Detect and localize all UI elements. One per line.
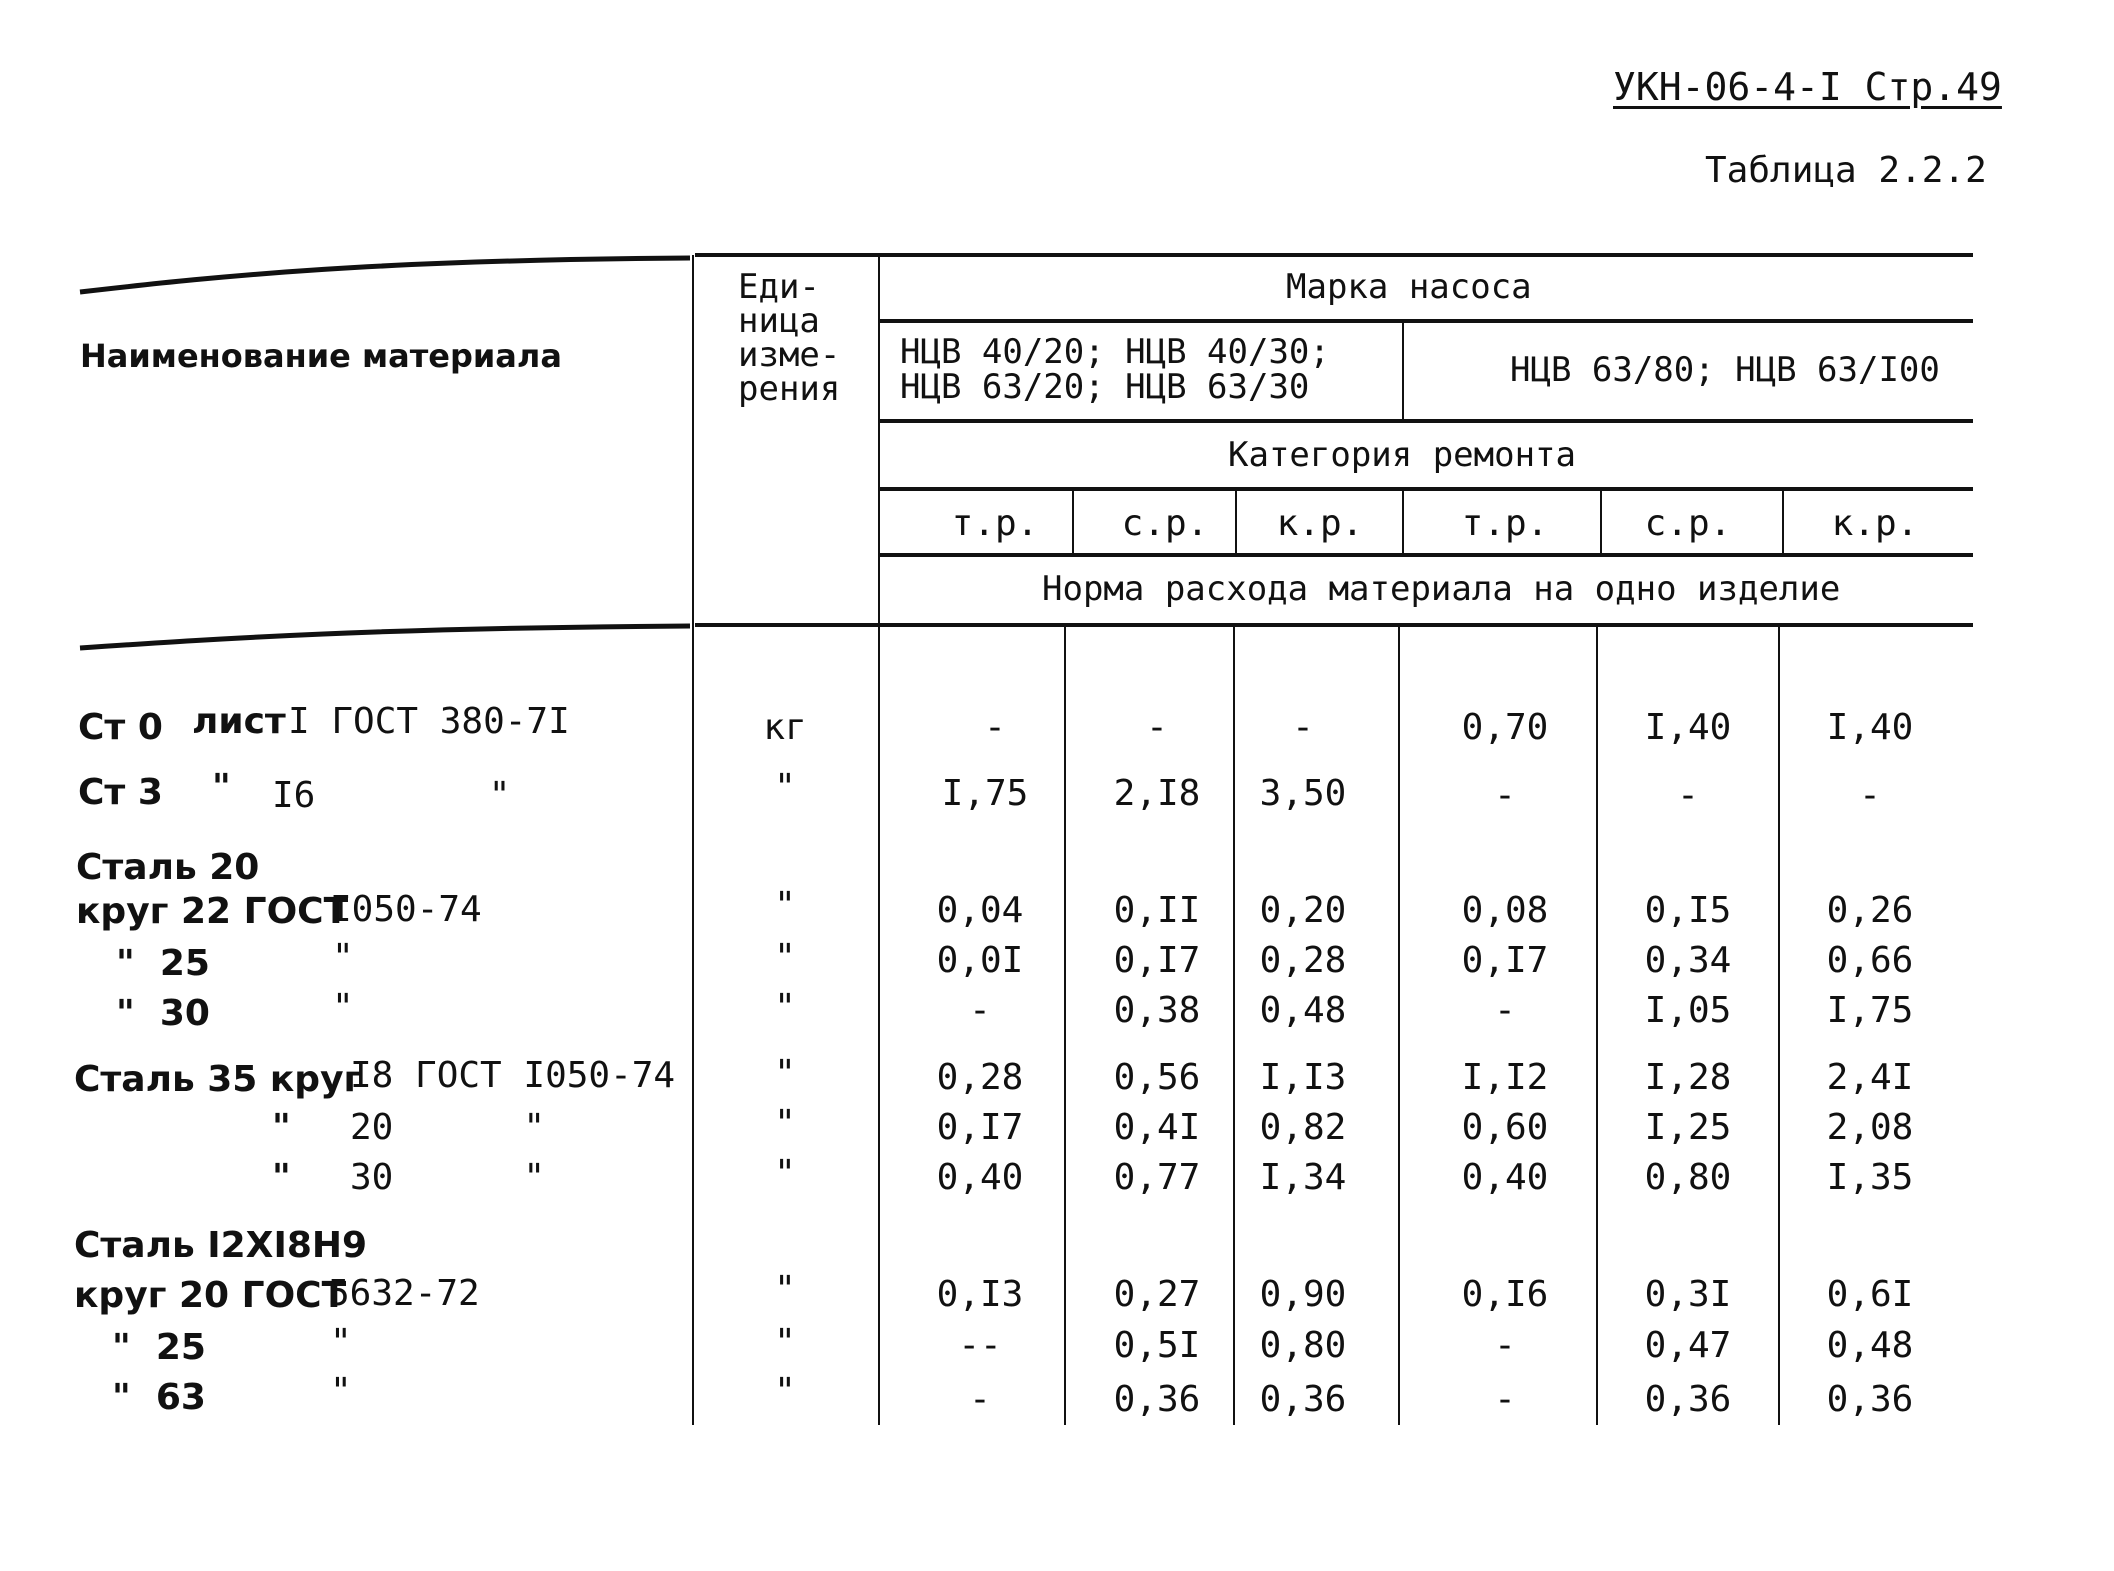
material-name: " 30 xyxy=(116,993,210,1034)
value-cell: - xyxy=(1494,1379,1516,1420)
value-cell: 0,3I xyxy=(1644,1274,1732,1315)
unit-cell: " xyxy=(774,987,796,1028)
rule-under-groups xyxy=(880,419,1973,423)
value-cell: - xyxy=(1494,990,1516,1031)
material-name: " 63 xyxy=(112,1377,206,1418)
value-cell: 0,90 xyxy=(1259,1274,1347,1315)
rule-under-brand xyxy=(880,319,1973,323)
unit-cell: " xyxy=(774,885,796,926)
value-cell: - xyxy=(1859,775,1881,816)
value-cell: 0,80 xyxy=(1259,1325,1347,1366)
norm-header: Норма расхода материала на одно изделие xyxy=(1042,569,1841,609)
value-cell: - xyxy=(969,1379,991,1420)
value-cell: I,40 xyxy=(1826,707,1914,748)
rule-under-category xyxy=(880,487,1973,491)
vline-sub-5 xyxy=(1782,489,1784,555)
value-cell: 0,40 xyxy=(1461,1157,1549,1198)
material-spec: 30 " xyxy=(350,1157,546,1198)
vline-sub-1 xyxy=(1072,489,1074,555)
value-cell: I,25 xyxy=(1644,1107,1732,1148)
value-cell: 0,48 xyxy=(1826,1325,1914,1366)
value-cell: 0,0I xyxy=(936,940,1024,981)
vline-unit xyxy=(878,255,880,1425)
header-bottom-rule-left xyxy=(78,618,698,658)
vline-body-5 xyxy=(1778,625,1780,1425)
group2-header: НЦВ 63/80; НЦВ 63/I00 xyxy=(1510,350,1940,390)
value-cell: 0,48 xyxy=(1259,990,1347,1031)
value-cell: - xyxy=(1494,1325,1516,1366)
unit-cell: кг xyxy=(763,707,807,748)
material-name: " 25 xyxy=(112,1327,206,1368)
material-name: Ст 3 xyxy=(78,772,163,813)
material-spec: " xyxy=(332,987,354,1028)
vline-body-4 xyxy=(1596,625,1598,1425)
value-cell: 0,04 xyxy=(936,890,1024,931)
value-cell: 0,27 xyxy=(1113,1274,1201,1315)
material-group-title: Сталь I2XI8H9 xyxy=(74,1225,368,1266)
material-spec: " xyxy=(330,1322,352,1363)
col-unit-header-3: изме- xyxy=(738,335,841,375)
header-bottom-rule-right xyxy=(695,623,1973,627)
value-cell: I,75 xyxy=(1826,990,1914,1031)
value-cell: 0,36 xyxy=(1644,1379,1732,1420)
value-cell: 0,34 xyxy=(1644,940,1732,981)
unit-cell: " xyxy=(774,1053,796,1094)
value-cell: 0,66 xyxy=(1826,940,1914,981)
material-name: " 25 xyxy=(116,943,210,984)
material-name: круг 20 ГОСТ xyxy=(74,1275,347,1316)
value-cell: 0,28 xyxy=(936,1057,1024,1098)
value-cell: 0,38 xyxy=(1113,990,1201,1031)
document-code: УКН-06-4-I Стр.49 xyxy=(1613,65,2002,109)
material-spec: 5632-72 xyxy=(328,1273,480,1314)
material-spec: " xyxy=(332,937,354,978)
sub-header: с.р. xyxy=(1121,503,1209,544)
unit-cell: " xyxy=(774,1103,796,1144)
top-rule-right xyxy=(695,253,1973,257)
table-label: Таблица 2.2.2 xyxy=(1705,150,1987,191)
value-cell: 0,4I xyxy=(1113,1107,1201,1148)
material-spec: I8 ГОСТ I050-74 xyxy=(350,1055,676,1096)
value-cell: - xyxy=(1494,775,1516,816)
value-cell: 0,82 xyxy=(1259,1107,1347,1148)
sub-header: к.р. xyxy=(1831,503,1919,544)
value-cell: 0,I6 xyxy=(1461,1274,1549,1315)
value-cell: I,I2 xyxy=(1461,1057,1549,1098)
value-cell: 0,I7 xyxy=(1461,940,1549,981)
vline-groups xyxy=(1402,321,1404,421)
value-cell: I,40 xyxy=(1644,707,1732,748)
value-cell: I,28 xyxy=(1644,1057,1732,1098)
value-cell: 0,60 xyxy=(1461,1107,1549,1148)
value-cell: 0,08 xyxy=(1461,890,1549,931)
value-cell: 0,II xyxy=(1113,890,1201,931)
col-material-header: Наименование материала xyxy=(80,337,562,375)
material-name: круг 22 ГОСТ xyxy=(76,891,349,932)
unit-cell: " xyxy=(774,937,796,978)
value-cell: 0,I7 xyxy=(936,1107,1024,1148)
rule-under-sub xyxy=(880,553,1973,557)
value-cell: 0,77 xyxy=(1113,1157,1201,1198)
value-cell: 0,6I xyxy=(1826,1274,1914,1315)
top-rule-left xyxy=(78,250,698,300)
vline-material xyxy=(692,255,694,1425)
vline-sub-3 xyxy=(1402,489,1404,555)
col-unit-header-1: Еди- xyxy=(738,267,820,307)
unit-cell: " xyxy=(774,1269,796,1310)
repair-category-header: Категория ремонта xyxy=(1228,435,1576,475)
value-cell: 0,26 xyxy=(1826,890,1914,931)
sub-header: к.р. xyxy=(1276,503,1364,544)
value-cell: - xyxy=(969,990,991,1031)
value-cell: 0,40 xyxy=(936,1157,1024,1198)
value-cell: 0,80 xyxy=(1644,1157,1732,1198)
value-cell: 0,I3 xyxy=(936,1274,1024,1315)
value-cell: 2,08 xyxy=(1826,1107,1914,1148)
value-cell: - xyxy=(1677,775,1699,816)
value-cell: 0,56 xyxy=(1113,1057,1201,1098)
value-cell: 0,36 xyxy=(1113,1379,1201,1420)
value-cell: I,34 xyxy=(1259,1157,1347,1198)
value-cell: 0,47 xyxy=(1644,1325,1732,1366)
value-cell: 2,I8 xyxy=(1113,773,1201,814)
value-cell: 0,I7 xyxy=(1113,940,1201,981)
material-name: Ст 0 xyxy=(78,707,163,748)
unit-cell: " xyxy=(774,1153,796,1194)
material-name: " xyxy=(272,1157,291,1198)
value-cell: -- xyxy=(958,1325,1002,1366)
material-spec: I6 " xyxy=(272,775,511,816)
value-cell: 0,36 xyxy=(1259,1379,1347,1420)
value-cell: 0,36 xyxy=(1826,1379,1914,1420)
value-cell: 0,5I xyxy=(1113,1325,1201,1366)
vline-sub-4 xyxy=(1600,489,1602,555)
value-cell: - xyxy=(1292,707,1314,748)
material-name: Сталь 35 круг xyxy=(74,1059,363,1100)
material-spec: 20 " xyxy=(350,1107,546,1148)
material-spec: I ГОСТ 380-7I xyxy=(288,701,570,742)
material-group-title: Сталь 20 xyxy=(76,847,260,888)
value-cell: 0,70 xyxy=(1461,707,1549,748)
sub-header: т.р. xyxy=(951,503,1039,544)
material-form: " xyxy=(212,767,231,808)
material-spec: " xyxy=(330,1371,352,1412)
unit-cell: " xyxy=(774,1371,796,1412)
value-cell: I,75 xyxy=(941,773,1029,814)
col-unit-header-2: ница xyxy=(738,301,820,341)
group1-header-line2: НЦВ 63/20; НЦВ 63/30 xyxy=(900,367,1310,407)
value-cell: I,05 xyxy=(1644,990,1732,1031)
value-cell: I,I3 xyxy=(1259,1057,1347,1098)
value-cell: - xyxy=(984,707,1006,748)
unit-cell: " xyxy=(774,1322,796,1363)
value-cell: 0,20 xyxy=(1259,890,1347,931)
pump-brand-header: Марка насоса xyxy=(1286,267,1532,307)
vline-body-3 xyxy=(1398,625,1400,1425)
material-form: лист xyxy=(192,701,286,742)
sub-header: с.р. xyxy=(1644,503,1732,544)
group1-header-line1: НЦВ 40/20; НЦВ 40/30; xyxy=(900,332,1330,372)
value-cell: 3,50 xyxy=(1259,773,1347,814)
value-cell: 2,4I xyxy=(1826,1057,1914,1098)
value-cell: 0,I5 xyxy=(1644,890,1732,931)
value-cell: - xyxy=(1146,707,1168,748)
col-unit-header-4: рения xyxy=(738,369,841,409)
material-name: " xyxy=(272,1107,291,1148)
sub-header: т.р. xyxy=(1461,503,1549,544)
value-cell: 0,28 xyxy=(1259,940,1347,981)
value-cell: I,35 xyxy=(1826,1157,1914,1198)
material-spec: I050-74 xyxy=(330,889,482,930)
unit-cell: " xyxy=(774,767,796,808)
